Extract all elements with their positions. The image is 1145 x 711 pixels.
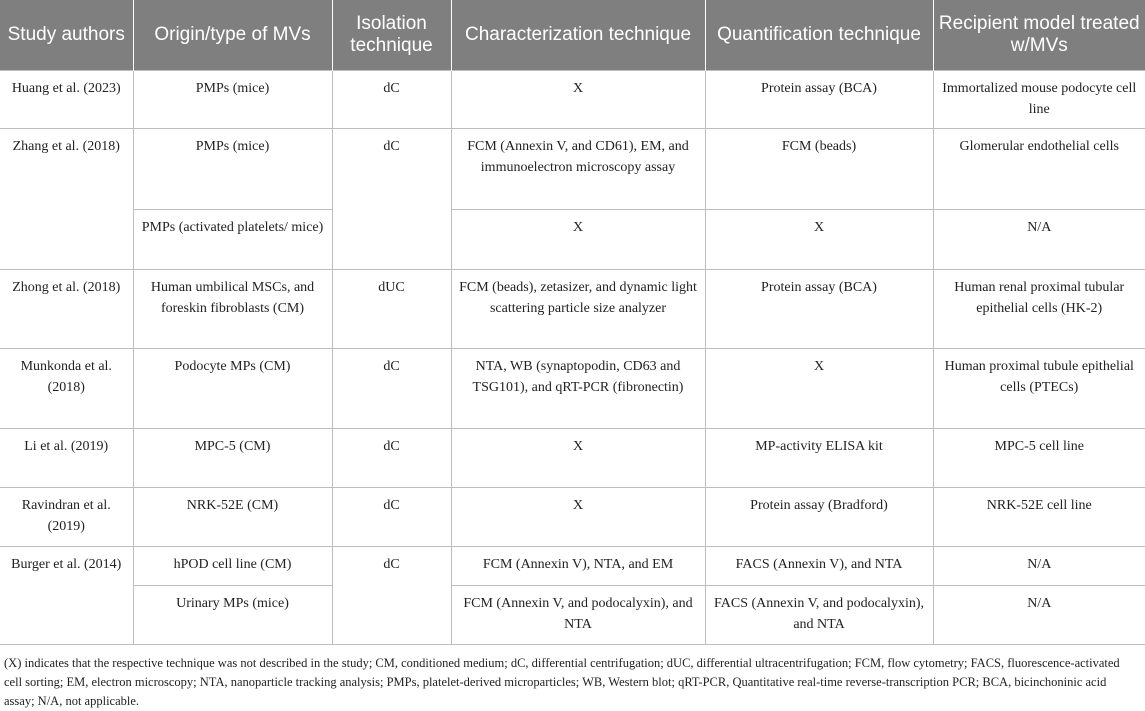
cell-quantification: X <box>705 210 933 270</box>
cell-origin: NRK-52E (CM) <box>133 488 332 547</box>
cell-quantification: Protein assay (BCA) <box>705 270 933 349</box>
cell-isolation: dC <box>332 547 451 645</box>
cell-isolation: dC <box>332 71 451 129</box>
cell-characterization: FCM (Annexin V), NTA, and EM <box>451 547 705 586</box>
cell-recipient: N/A <box>933 210 1145 270</box>
cell-quantification: Protein assay (Bradford) <box>705 488 933 547</box>
cell-authors: Huang et al. (2023) <box>0 71 133 129</box>
cell-quantification: FACS (Annexin V, and podocalyxin), and NTA <box>705 586 933 645</box>
cell-origin: Podocyte MPs (CM) <box>133 349 332 429</box>
cell-characterization: X <box>451 488 705 547</box>
cell-origin: PMPs (activated platelets/ mice) <box>133 210 332 270</box>
cell-characterization: X <box>451 71 705 129</box>
cell-origin: Human umbilical MSCs, and foreskin fibroblasts (CM) <box>133 270 332 349</box>
cell-quantification: MP-activity ELISA kit <box>705 429 933 488</box>
cell-quantification: X <box>705 349 933 429</box>
cell-recipient: NRK-52E cell line <box>933 488 1145 547</box>
cell-recipient: Human proximal tubule epithelial cells (PTECs) <box>933 349 1145 429</box>
cell-isolation: dC <box>332 488 451 547</box>
cell-authors: Burger et al. (2014) <box>0 547 133 645</box>
header-characterization-technique: Characterization technique <box>451 0 705 71</box>
cell-authors: Munkonda et al. (2018) <box>0 349 133 429</box>
cell-quantification: Protein assay (BCA) <box>705 71 933 129</box>
header-origin-type: Origin/type of MVs <box>133 0 332 71</box>
table-row <box>0 210 1145 270</box>
cell-characterization: FCM (Annexin V, and podocalyxin), and NTA <box>451 586 705 645</box>
cell-recipient: MPC-5 cell line <box>933 429 1145 488</box>
cell-quantification: FACS (Annexin V), and NTA <box>705 547 933 586</box>
cell-recipient: Glomerular endothelial cells <box>933 129 1145 210</box>
table-row <box>0 547 1145 586</box>
cell-quantification: FCM (beads) <box>705 129 933 210</box>
cell-recipient: Immortalized mouse podocyte cell line <box>933 71 1145 129</box>
cell-origin: PMPs (mice) <box>133 129 332 210</box>
table-row <box>0 429 1145 488</box>
cell-authors: Zhong et al. (2018) <box>0 270 133 349</box>
cell-origin: PMPs (mice) <box>133 71 332 129</box>
cell-recipient: Human renal proximal tubular epithelial cells (HK-2) <box>933 270 1145 349</box>
cell-authors: Li et al. (2019) <box>0 429 133 488</box>
table-row <box>0 586 1145 645</box>
cell-authors: Zhang et al. (2018) <box>0 129 133 270</box>
table-row <box>0 71 1145 129</box>
cell-origin: Urinary MPs (mice) <box>133 586 332 645</box>
cell-characterization: FCM (Annexin V, and CD61), EM, and immunoelectron microscopy assay <box>451 129 705 210</box>
cell-isolation: dC <box>332 129 451 270</box>
cell-origin: MPC-5 (CM) <box>133 429 332 488</box>
cell-authors: Ravindran et al. (2019) <box>0 488 133 547</box>
header-row <box>0 0 1145 71</box>
cell-recipient: N/A <box>933 547 1145 586</box>
table-row <box>0 270 1145 349</box>
cell-characterization: FCM (beads), zetasizer, and dynamic light scattering particle size analyzer <box>451 270 705 349</box>
cell-isolation: dUC <box>332 270 451 349</box>
cell-characterization: X <box>451 210 705 270</box>
header-recipient-model: Recipient model treated w/MVs <box>933 0 1145 71</box>
table-row <box>0 488 1145 547</box>
cell-recipient: N/A <box>933 586 1145 645</box>
header-isolation-technique: Isolation technique <box>332 0 451 71</box>
table-row <box>0 349 1145 429</box>
table-row <box>0 129 1145 210</box>
cell-origin: hPOD cell line (CM) <box>133 547 332 586</box>
cell-characterization: X <box>451 429 705 488</box>
cell-isolation: dC <box>332 349 451 429</box>
header-study-authors: Study authors <box>0 0 133 71</box>
header-quantification-technique: Quantification technique <box>705 0 933 71</box>
cell-characterization: NTA, WB (synaptopodin, CD63 and TSG101), and qRT-PCR (fibronectin) <box>451 349 705 429</box>
table-footnote: (X) indicates that the respective technique was not described in the study; CM, conditioned medium; dC, differential centrifugation; dUC, differential ultracentrifugation; FCM, flow cytometry; FACS, fluorescence-activated cell sorting; EM, electron microscopy; NTA, nanoparticle tracking analysis; PMPs, platelet-derived microparticles; WB, Western blot; qRT-PCR, Quantitative real-time reverse-transcription PCR; BCA, bicinchoninic acid assay; N/A, not applicable. <box>4 656 1120 708</box>
cell-isolation: dC <box>332 429 451 488</box>
